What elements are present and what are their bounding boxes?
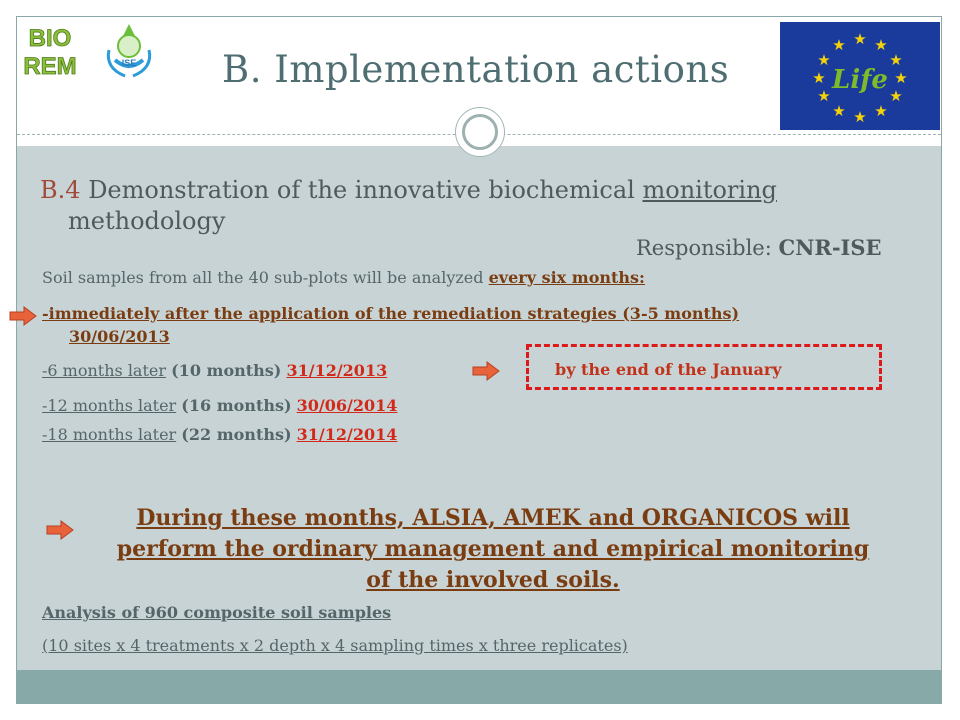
arrow-right-icon (472, 361, 500, 381)
svg-text:★: ★ (812, 69, 826, 87)
svg-text:★: ★ (832, 102, 846, 120)
svg-text:★: ★ (817, 51, 831, 69)
list-item (42, 425, 397, 444)
callout-text: by the end of the January (555, 360, 782, 379)
item-4-text: -18 months later (42, 425, 177, 444)
callout-box (526, 344, 882, 390)
list-item (42, 396, 397, 415)
responsible-label: Responsible: (636, 236, 772, 260)
item-1-date: 30/06/2013 (69, 327, 170, 346)
bioremed-logo (18, 22, 84, 78)
arrow-right-icon (9, 306, 37, 326)
section-number: B.4 (40, 176, 81, 204)
item-2-paren: (10 months) (171, 361, 282, 380)
svg-text:★: ★ (889, 51, 903, 69)
analysis-detail-line (42, 636, 628, 655)
monitoring-link[interactable]: monitoring (642, 176, 777, 204)
svg-text:★: ★ (894, 69, 908, 87)
svg-text:★: ★ (889, 87, 903, 105)
section-heading-line2: methodology (68, 207, 226, 235)
svg-text:★: ★ (874, 36, 888, 54)
item-2-date: 31/12/2013 (286, 361, 388, 380)
section-heading-text: Demonstration of the innovative biochemical (88, 176, 635, 204)
intro-text: Soil samples from all the 40 sub-plots will be analyzed (42, 268, 484, 287)
analysis-title-line (42, 603, 391, 622)
svg-text:★: ★ (853, 108, 867, 126)
svg-text:★: ★ (817, 87, 831, 105)
statement-line1: During these months, ALSIA, AMEK and ORGANICOS will (136, 505, 850, 531)
responsible-line (636, 235, 882, 260)
svg-text:★: ★ (874, 102, 888, 120)
svg-text:★: ★ (853, 30, 867, 48)
ise-logo-text: ISE (121, 58, 137, 68)
list-item (42, 302, 739, 348)
intro-line (42, 268, 645, 287)
svg-text:★: ★ (832, 36, 846, 54)
bioremed-logo-line2: REM (23, 53, 77, 78)
bioremed-logo-line1: BIO (28, 25, 72, 52)
section-heading (40, 175, 920, 237)
eu-stars-icon (780, 22, 940, 130)
statement-line2: perform the ordinary management and empirical monitoring (116, 536, 870, 562)
item-4-paren: (22 months) (181, 425, 292, 444)
list-item (42, 361, 387, 380)
statement-line3: of the involved soils. (366, 567, 620, 593)
eu-life-logo (780, 22, 940, 130)
ise-logo (95, 20, 163, 80)
item-3-text: -12 months later (42, 396, 177, 415)
analysis-detail: (10 sites x 4 treatments x 2 depth x 4 sampling times x three replicates) (42, 636, 628, 655)
item-3-paren: (16 months) (181, 396, 292, 415)
page-title: B. Implementation actions (222, 48, 730, 91)
management-statement (60, 503, 926, 596)
life-logo-text: Life (832, 65, 888, 95)
analysis-title: Analysis of 960 composite soil samples (42, 603, 392, 622)
item-4-date: 31/12/2014 (296, 425, 398, 444)
responsible-value: CNR-ISE (778, 235, 882, 260)
item-3-date: 30/06/2014 (296, 396, 398, 415)
item-1-text: -immediately after the application of the remediation strategies (3-5 months) (42, 304, 740, 323)
intro-emphasis: every six months: (488, 268, 645, 287)
slide-footer-bar (17, 670, 941, 704)
divider-circle-ornament (455, 107, 505, 157)
item-2-text: -6 months later (42, 361, 167, 380)
